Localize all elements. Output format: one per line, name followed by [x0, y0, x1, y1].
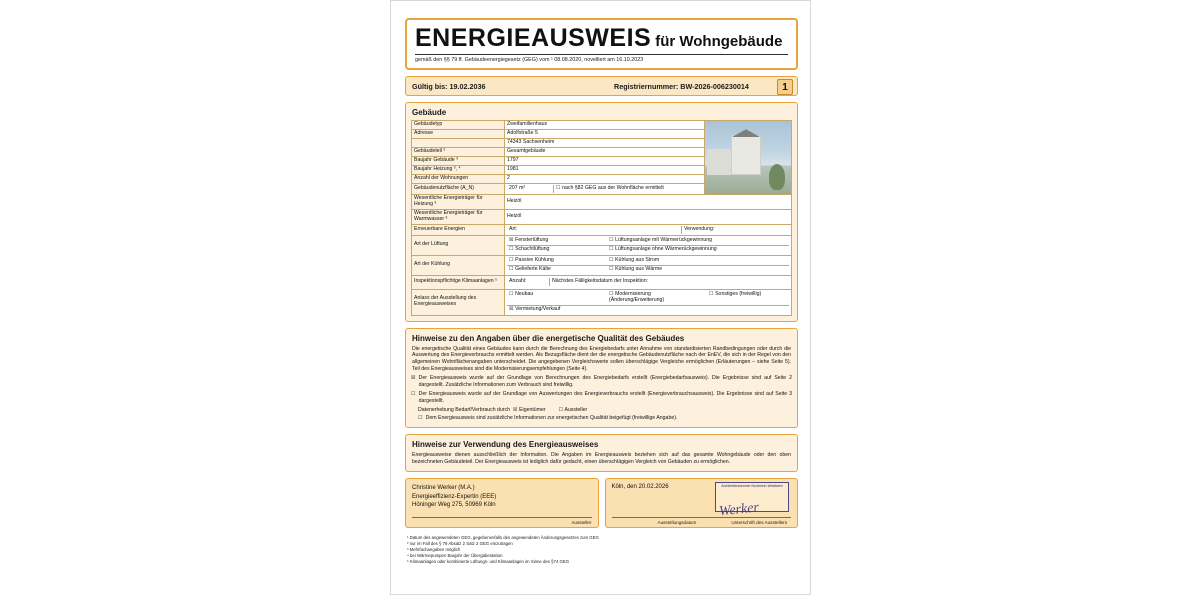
row-value: Heizöl: [505, 209, 792, 224]
document-subtitle: für Wohngebäude: [655, 33, 783, 50]
issuer-name: Christine Werker (M.A.): [412, 484, 475, 491]
reason-option-modernisierung[interactable]: ☐ Modernisierung (Änderung/Erweiterung): [609, 290, 665, 303]
table-row-renewables: [412, 224, 792, 235]
data-collection-issuer[interactable]: ☐ Aussteller: [558, 406, 588, 413]
row-label: [412, 139, 505, 148]
building-photo: [705, 121, 792, 195]
renewables-use: Verwendung:: [681, 226, 789, 234]
row-value: 74343 Sachsenheim: [505, 139, 705, 148]
row-value: Heizöl: [505, 195, 792, 210]
usage-notes-title: Hinweise zur Verwendung des Energieausweises: [412, 440, 599, 450]
ventilation-option-2[interactable]: ☐ Schachtlüftung: [509, 245, 550, 252]
table-row: [412, 121, 792, 130]
row-label: Art der Kühlung: [412, 255, 505, 275]
quality-option-additional-info[interactable]: ☐ Dem Energieausweis sind zusätzliche Informationen zur energetischen Qualität beigefügt (freiwillige Angabe).: [418, 415, 678, 422]
row-label: Gebäudeteil ²: [412, 148, 505, 157]
issuer-caption: Aussteller: [571, 519, 592, 525]
footnote-5: ⁵ Klimaanlagen oder kombinierte Lüftungs- und Klimaanlagen im Sinne des §74 GEG: [407, 559, 570, 565]
building-section-title: Gebäude: [412, 108, 447, 118]
row-value: [505, 224, 792, 235]
table-row-ventilation: [412, 235, 792, 255]
reason-option-sonstiges[interactable]: ☐ Sonstiges (freiwillig): [709, 290, 762, 297]
data-collection-owner[interactable]: ☒ Eigentümer: [513, 406, 546, 413]
signature-area: [405, 478, 798, 528]
issue-date: Köln, den 20.02.2026: [611, 483, 669, 490]
building-section: [405, 102, 798, 321]
footnote-2: ² nur im Fall des § 79 Absatz 2 Satz 2 GEG einzutragen: [407, 541, 513, 547]
footnote-3: ³ Mehrfachangaben möglich: [407, 547, 461, 553]
row-label: Inspektionspflichtige Klimaanlagen ⁵: [412, 275, 505, 289]
row-label: Anlass der Ausstellung des Energieausweises: [412, 289, 505, 315]
title-divider: [415, 54, 788, 55]
energy-certificate: [399, 9, 804, 565]
ventilation-option-1[interactable]: ☐ Lüftungsanlage mit Wärmerückgewinnung: [609, 236, 712, 243]
registration-number: Registriernummer: BW-2026-006230014: [614, 81, 749, 91]
table-row-reason: [412, 289, 792, 315]
cooling-option-3[interactable]: ☐ Kühlung aus Wärme: [609, 265, 663, 272]
issuer-address: Höninger Weg 275, 50969 Köln: [412, 502, 496, 509]
row-label: Anzahl der Wohnungen: [412, 175, 505, 184]
document-title: ENERGIEAUSWEIS: [415, 24, 652, 52]
issuer-divider: [412, 517, 592, 518]
validity-label: Gültig bis: 19.02.2036: [412, 81, 486, 91]
row-label: Gebäudetyp: [412, 121, 505, 130]
row-label: Gebäudenutzfläche (A_N): [412, 184, 505, 195]
chamber-stamp: Architektenkammer Nordrhein-Westfalen: [715, 482, 789, 512]
table-row-cooling: [412, 255, 792, 275]
page-number-badge: 1: [777, 79, 793, 95]
row-value: [505, 235, 792, 255]
signature-box: [605, 478, 799, 528]
row-value: [505, 275, 792, 289]
row-label: Erneuerbare Energien: [412, 224, 505, 235]
quality-option-verbrauch[interactable]: ☐ Der Energieausweis wurde auf der Grundlage von Auswertungen des Energieverbrauchs erstellt (Energieverbrauchsausweis). Die Ergebnisse sind auf Seite 3 dargestellt.: [411, 390, 792, 404]
row-label: Wesentliche Energieträger für Warmwasser ³: [412, 209, 505, 224]
signature-divider: [612, 517, 792, 518]
quality-notes-paragraph: Die energetische Qualität eines Gebäudes kann durch die Berechnung des Energiebedarfs unter Annahme von standardisierten Randbedingungen oder durch die Auswertung des Energieverbrauchs ermittelt werden. Als Bezugsfläche dient der die energetische Gebäudenutzfläche nach der EnEV, die sich in der Regel von den allgemeinen Wohnflächenangaben unterscheidet. Die angegebenen Vergleichswerte sollen überschlägige Vergleiche ermöglichen (Erläuterungen – siehe Seite 5). Teil des Energieausweises sind die Modernisierungsempfehlungen (Seite 4).: [412, 345, 791, 373]
row-value: 1797: [505, 157, 705, 166]
floor-area-value: 207 m²: [509, 185, 526, 192]
legal-reference: gemäß den §§ 79 ff. Gebäudeenergiegesetz (GEG) vom ¹ 08.08.2020, novelliert am 16.10.2023: [415, 56, 644, 63]
row-label: Baujahr Heizung ³, ⁴: [412, 166, 505, 175]
checkbox-icon: ☐: [418, 415, 423, 422]
usage-notes-section: [405, 434, 798, 472]
row-label: Baujahr Gebäude ³: [412, 157, 505, 166]
floor-area-checkbox[interactable]: ☐ nach §82 GEG aus der Wohnfläche ermittelt: [553, 185, 702, 193]
reason-option-vermietung[interactable]: ☒ Vermietung/Verkauf: [509, 305, 561, 312]
inspection-count: Anzahl:: [509, 278, 527, 285]
row-value: Zweifamilienhaus: [505, 121, 705, 130]
validity-bar: [405, 76, 798, 96]
cooling-option-1[interactable]: ☐ Kühlung aus Strom: [609, 256, 660, 263]
footnote-1: ¹ Datum des angewendeten GEG, gegebenenfalls des angewendeten Änderungsgesetzes zum GEG: [407, 534, 599, 540]
row-value: Adolfstraße 5: [505, 130, 705, 139]
row-label: Adresse: [412, 130, 505, 139]
row-value: [505, 184, 705, 195]
quality-notes-title: Hinweise zu den Angaben über die energetische Qualität des Gebäudes: [412, 333, 685, 343]
building-table: [411, 120, 792, 315]
checkbox-checked-icon: ☒: [411, 375, 416, 382]
quality-option-bedarf[interactable]: ☒ Der Energieausweis wurde auf der Grundlage von Berechnungen des Energiebedarfs erstellt (Energiebedarfsausweis). Die Ergebnisse sind auf Seite 2 dargestellt. Zusätzliche Informationen zum Verbrauch sind freiwillig.: [411, 375, 792, 388]
footnotes: [407, 535, 796, 565]
renewables-type: Art:: [509, 225, 518, 232]
signature-caption: Unterschrift des Ausstellers: [731, 519, 787, 525]
quality-notes-section: [405, 328, 798, 429]
row-label: Art der Lüftung: [412, 235, 505, 255]
inspection-due-date: Nächstes Fälligkeitsdatum der Inspektion:: [549, 278, 789, 286]
data-collection-label: Datenerhebung Bedarf/Verbrauch durch: [418, 406, 510, 413]
reason-option-neubau[interactable]: ☐ Neubau: [509, 290, 534, 297]
cooling-option-2[interactable]: ☐ Gelieferte Kälte: [509, 265, 551, 272]
footnote-4: ⁴ bei Wärmepumpen Baujahr der Übergabestation: [407, 553, 503, 559]
issuer-role: Energieeffizienz-Expertin (EEE): [412, 493, 497, 500]
issue-date-caption: Ausstellungsdatum: [657, 519, 697, 525]
data-collection-row: [418, 407, 792, 414]
table-row-inspection: [412, 275, 792, 289]
row-value: [505, 255, 792, 275]
row-label: Wesentliche Energieträger für Heizung ³: [412, 195, 505, 210]
signature-scribble: Werker: [718, 500, 760, 520]
issuer-box: [405, 478, 599, 528]
row-value: Gesamtgebäude: [505, 148, 705, 157]
row-value: 2: [505, 175, 705, 184]
table-row-heating-carrier: [412, 195, 792, 210]
row-value: 1981: [505, 166, 705, 175]
cooling-option-0[interactable]: ☐ Passive Kühlung: [509, 256, 554, 263]
row-value: [505, 289, 792, 315]
title-block: [405, 18, 798, 70]
ventilation-option-0[interactable]: ☒ Fensterlüftung: [509, 236, 549, 243]
usage-notes-paragraph: Energieausweise dienen ausschließlich der Information. Die Angaben im Energieausweis beziehen sich auf das gesamte Wohngebäude oder den oben bezeichneten Gebäudeteil. Der Energieausweis ist lediglich dafür gedacht, einen überschlägigen Vergleich von Gebäuden zu ermöglichen.: [412, 452, 791, 466]
ventilation-option-3[interactable]: ☐ Lüftungsanlage ohne Wärmerückgewinnung: [609, 245, 717, 252]
table-row-water-carrier: [412, 209, 792, 224]
checkbox-icon: ☐: [411, 390, 416, 397]
document-page: [390, 0, 811, 595]
